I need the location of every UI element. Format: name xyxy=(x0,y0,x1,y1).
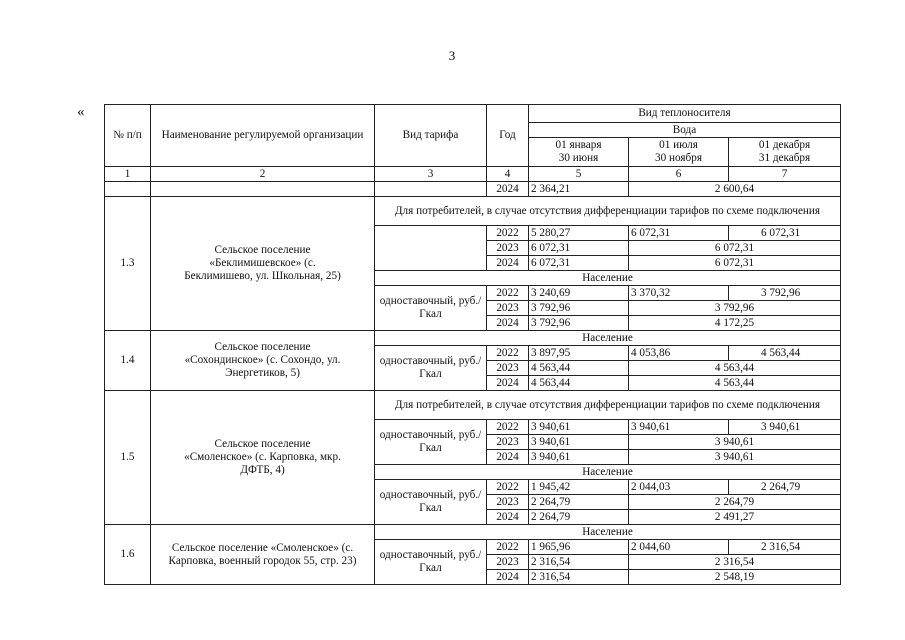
tariff-table xyxy=(104,104,841,585)
value-cell: 3 792,96 xyxy=(729,286,841,301)
year-cell: 2022 xyxy=(487,346,529,361)
tariff-type-cell: одноставочный, руб./Гкал xyxy=(375,286,487,331)
header-period-2: 01 июля 30 ноября xyxy=(629,138,729,167)
value-cell: 3 940,61 xyxy=(729,420,841,435)
header-year: Год xyxy=(487,105,529,167)
value-cell: 3 940,61 xyxy=(629,450,841,465)
value-cell: 3 792,96 xyxy=(529,301,629,316)
year-cell: 2024 xyxy=(487,256,529,271)
tariff-type-cell: одноставочный, руб./Гкал xyxy=(375,420,487,465)
org-number: 1.3 xyxy=(105,197,151,331)
page-number: 3 xyxy=(448,48,456,63)
header-period-3: 01 декабря 31 декабря xyxy=(729,138,841,167)
value-cell: 4 563,44 xyxy=(529,376,629,391)
column-number: 2 xyxy=(151,167,375,182)
value-cell: 4 563,44 xyxy=(529,361,629,376)
year-cell: 2024 xyxy=(487,316,529,331)
value-cell: 3 240,69 xyxy=(529,286,629,301)
column-number: 1 xyxy=(105,167,151,182)
header-tariff-type: Вид тарифа xyxy=(375,105,487,167)
value-cell: 6 072,31 xyxy=(529,241,629,256)
value-cell: 2 600,64 xyxy=(629,182,841,197)
value-cell: 4 053,86 xyxy=(629,346,729,361)
value-cell: 2 264,79 xyxy=(729,480,841,495)
year-cell: 2023 xyxy=(487,241,529,256)
year-cell: 2022 xyxy=(487,480,529,495)
year-cell: 2022 xyxy=(487,540,529,555)
value-cell: 1 965,96 xyxy=(529,540,629,555)
value-cell: 2 316,54 xyxy=(729,540,841,555)
value-cell: 2 264,79 xyxy=(529,495,629,510)
header-organization: Наименование регулируемой организации xyxy=(151,105,375,167)
value-cell: 2 364,21 xyxy=(529,182,629,197)
value-cell: 1 945,42 xyxy=(529,480,629,495)
org-name: Сельское поселение «Смоленское» (с. Карповка, военный городок 55, стр. 23) xyxy=(151,525,375,585)
value-cell: 3 940,61 xyxy=(629,435,841,450)
column-number: 3 xyxy=(375,167,487,182)
value-cell: 6 072,31 xyxy=(729,226,841,241)
value-cell: 2 264,79 xyxy=(529,510,629,525)
value-cell: 2 548,19 xyxy=(629,570,841,585)
header-period-1: 01 января 30 июня xyxy=(529,138,629,167)
value-cell: 6 072,31 xyxy=(629,226,729,241)
group-consumers-label: Для потребителей, в случае отсутствия дифференциации тарифов по схеме подключения xyxy=(375,391,841,420)
value-cell: 4 563,44 xyxy=(629,376,841,391)
column-number: 5 xyxy=(529,167,629,182)
value-cell: 6 072,31 xyxy=(629,256,841,271)
year-cell: 2024 xyxy=(487,510,529,525)
value-cell: 5 280,27 xyxy=(529,226,629,241)
header-number: № п/п xyxy=(105,105,151,167)
value-cell: 3 940,61 xyxy=(529,435,629,450)
value-cell: 3 792,96 xyxy=(629,301,841,316)
year-cell: 2023 xyxy=(487,301,529,316)
value-cell: 2 264,79 xyxy=(629,495,841,510)
group-population-label: Население xyxy=(375,271,841,286)
value-cell: 3 370,32 xyxy=(629,286,729,301)
column-number: 4 xyxy=(487,167,529,182)
year-cell: 2024 xyxy=(487,450,529,465)
opening-quote-mark: « xyxy=(77,104,85,120)
value-cell: 3 940,61 xyxy=(529,420,629,435)
column-number: 6 xyxy=(629,167,729,182)
header-water: Вода xyxy=(529,123,841,138)
header-heat-carrier: Вид теплоносителя xyxy=(529,105,841,123)
value-cell: 3 940,61 xyxy=(529,450,629,465)
year-cell: 2024 xyxy=(487,182,529,197)
column-number: 7 xyxy=(729,167,841,182)
value-cell: 2 316,54 xyxy=(629,555,841,570)
value-cell: 3 940,61 xyxy=(629,420,729,435)
value-cell: 2 316,54 xyxy=(529,570,629,585)
value-cell: 3 792,96 xyxy=(529,316,629,331)
org-number: 1.6 xyxy=(105,525,151,585)
value-cell: 4 172,25 xyxy=(629,316,841,331)
value-cell: 2 491,27 xyxy=(629,510,841,525)
value-cell: 4 563,44 xyxy=(729,346,841,361)
value-cell: 2 044,60 xyxy=(629,540,729,555)
year-cell: 2022 xyxy=(487,226,529,241)
year-cell: 2022 xyxy=(487,286,529,301)
year-cell: 2023 xyxy=(487,495,529,510)
org-number: 1.4 xyxy=(105,331,151,391)
tariff-type-cell: одноставочный, руб./Гкал xyxy=(375,346,487,391)
tariff-type-cell: одноставочный, руб./Гкал xyxy=(375,540,487,585)
value-cell: 6 072,31 xyxy=(529,256,629,271)
carry-over-row xyxy=(105,182,841,197)
value-cell: 3 897,95 xyxy=(529,346,629,361)
year-cell: 2024 xyxy=(487,376,529,391)
group-population-label: Население xyxy=(375,331,841,346)
year-cell: 2023 xyxy=(487,435,529,450)
group-population-label: Население xyxy=(375,525,841,540)
org-name: Сельское поселение «Сохондинское» (с. Сохондо, ул. Энергетиков, 5) xyxy=(151,331,375,391)
column-numbers-row xyxy=(105,167,841,182)
year-cell: 2023 xyxy=(487,361,529,376)
value-cell: 6 072,31 xyxy=(629,241,841,256)
year-cell: 2024 xyxy=(487,570,529,585)
value-cell: 4 563,44 xyxy=(629,361,841,376)
org-name: Сельское поселение «Смоленское» (с. Карповка, мкр. ДФТБ, 4) xyxy=(151,391,375,525)
group-consumers-label: Для потребителей, в случае отсутствия дифференциации тарифов по схеме подключения xyxy=(375,197,841,226)
tariff-type-cell: одноставочный, руб./Гкал xyxy=(375,480,487,525)
value-cell: 2 044,03 xyxy=(629,480,729,495)
year-cell: 2023 xyxy=(487,555,529,570)
group-population-label: Население xyxy=(375,465,841,480)
year-cell: 2022 xyxy=(487,420,529,435)
org-name: Сельское поселение «Беклимишевское» (с. Беклимишево, ул. Школьная, 25) xyxy=(151,197,375,331)
org-number: 1.5 xyxy=(105,391,151,525)
value-cell: 2 316,54 xyxy=(529,555,629,570)
